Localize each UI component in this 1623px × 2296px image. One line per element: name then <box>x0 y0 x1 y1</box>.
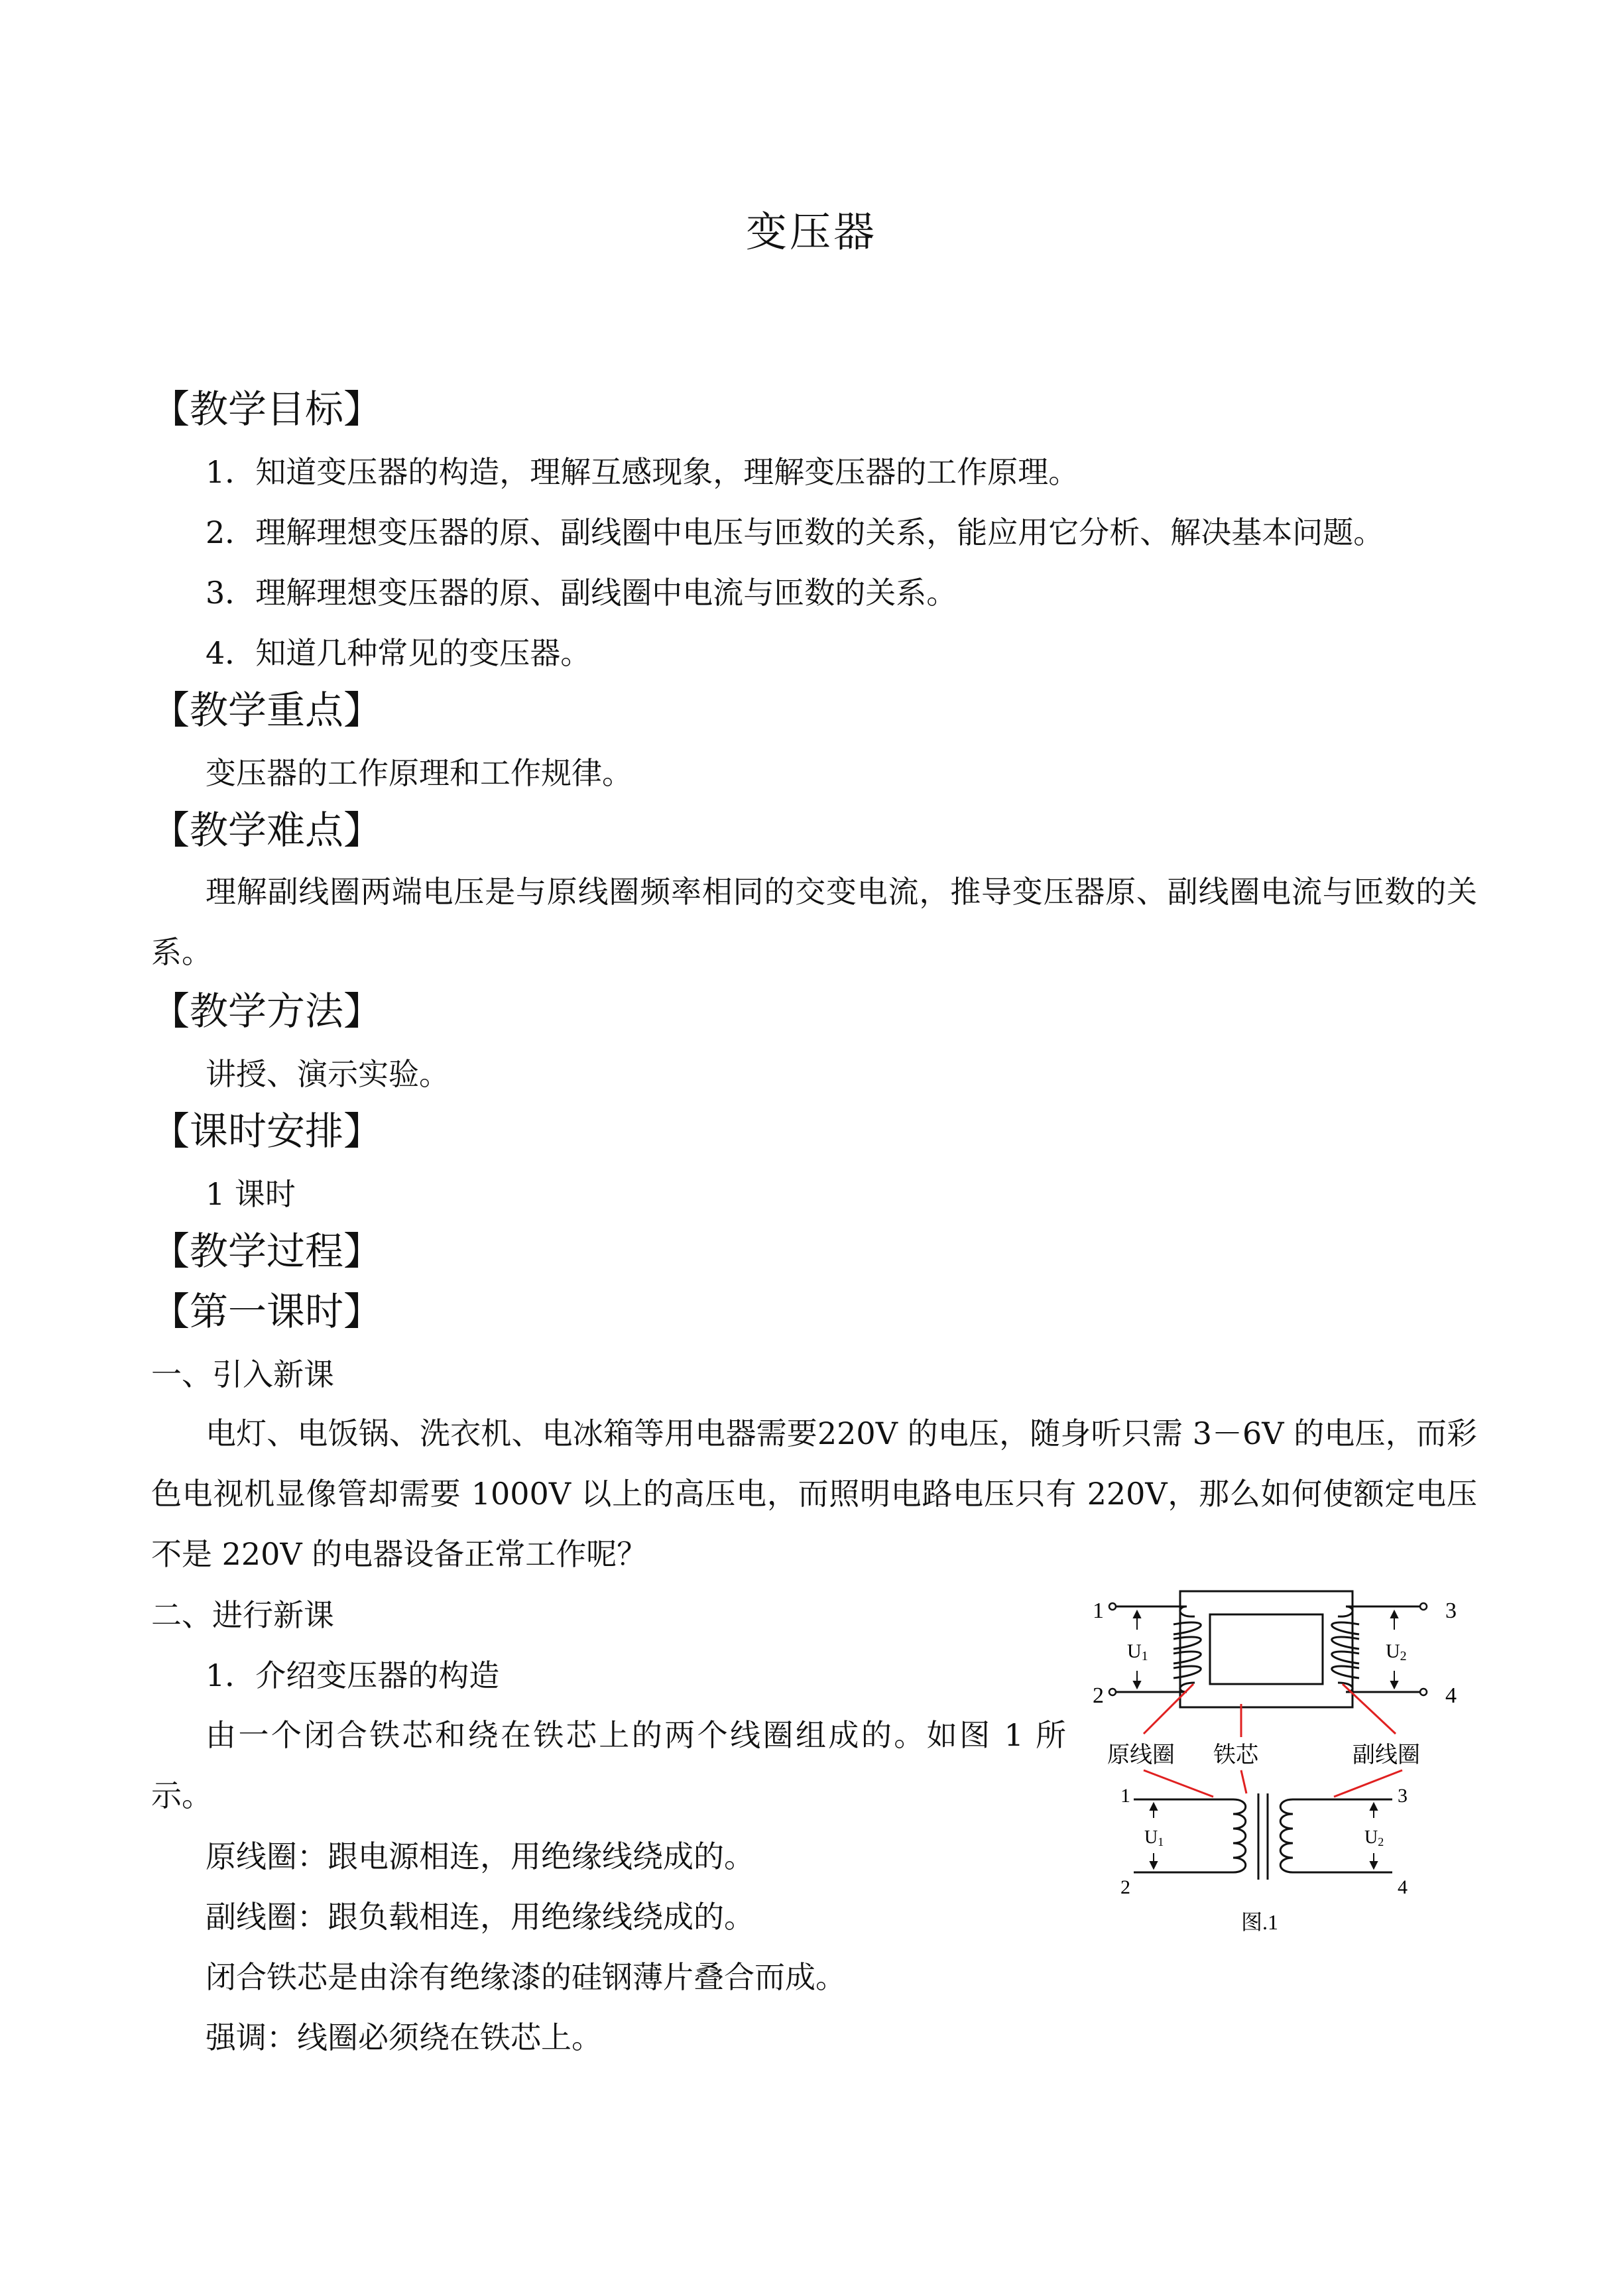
label-primary-coil: 原线圈 <box>1107 1743 1175 1768</box>
terminal-4-label: 4 <box>1445 1683 1457 1708</box>
schematic-arrows <box>1150 1803 1377 1868</box>
schematic-terminal-1: 1 <box>1120 1785 1130 1807</box>
heading-objectives: 【教学目标】 <box>151 387 383 432</box>
heading-schedule: 【课时安排】 <box>151 1109 383 1154</box>
schedule-text: 1 课时 <box>206 1176 296 1212</box>
core-inner <box>1210 1614 1323 1684</box>
u1-label: U1 <box>1127 1640 1148 1663</box>
schematic-symbol <box>1134 1793 1392 1880</box>
heading-process: 【教学过程】 <box>151 1229 383 1274</box>
schematic-terminal-4: 4 <box>1398 1876 1408 1898</box>
u2-label: U2 <box>1386 1640 1407 1663</box>
part2-heading: 二、进行新课 <box>151 1597 334 1633</box>
terminal-2-dot <box>1109 1689 1116 1695</box>
transformer-figure <box>1087 1578 1498 1976</box>
heading-method: 【教学方法】 <box>151 989 383 1034</box>
structure-text: 由一个闭合铁芯和绕在铁芯上的两个线圈组成的。如图 1 所示。 <box>151 1717 1066 1813</box>
heading-lesson1: 【第一课时】 <box>151 1289 383 1334</box>
terminal-3-label: 3 <box>1445 1599 1457 1623</box>
structure-heading: 1．介绍变压器的构造 <box>206 1658 500 1693</box>
part1-text: 电灯、电饭锅、洗衣机、电冰箱等用电器需要220V 的电压，随身听只需 3－6V 的电压，而彩色电视机显像管却需要 1000V 以上的高压电，而照明电路电压只有 220V，那么如何使额定电压不是 220V 的电器设备正常工作呢？ <box>151 1416 1477 1572</box>
terminal-2-label: 2 <box>1093 1683 1104 1708</box>
callout-lines <box>1144 1684 1402 1797</box>
terminal-1-label: 1 <box>1093 1599 1104 1623</box>
terminal-1-dot <box>1109 1603 1116 1610</box>
heading-keypoint: 【教学重点】 <box>151 688 383 733</box>
objective-item-2: 2．理解理想变压器的原、副线圈中电压与匝数的关系，能应用它分析、解决基本问题。 <box>206 514 1384 550</box>
schematic-terminal-3: 3 <box>1398 1785 1408 1807</box>
core-text: 闭合铁芯是由涂有绝缘漆的硅钢薄片叠合而成。 <box>206 1959 846 1995</box>
secondary-winding <box>1332 1606 1422 1692</box>
secondary-coil-text: 副线圈：跟负载相连，用绝缘线绕成的。 <box>206 1899 754 1935</box>
heading-difficulty: 【教学难点】 <box>151 808 383 853</box>
difficulty-text: 理解副线圈两端电压是与原线圈频率相同的交变电流，推导变压器原、副线圈电流与匝数的关系。 <box>151 874 1477 970</box>
primary-coil-text: 原线圈：跟电源相连，用绝缘线绕成的。 <box>206 1839 754 1874</box>
schematic-u1-label: U1 <box>1144 1827 1164 1848</box>
objective-item-1: 1．知道变压器的构造，理解互感现象，理解变压器的工作原理。 <box>206 454 1079 490</box>
figure-caption: 图.1 <box>1241 1910 1279 1934</box>
label-secondary-coil: 副线圈 <box>1352 1743 1420 1768</box>
schematic-terminal-2: 2 <box>1120 1876 1130 1898</box>
objective-item-4: 4．知道几种常见的变压器。 <box>206 635 591 671</box>
part1-heading: 一、引入新课 <box>151 1357 334 1392</box>
keypoint-text: 变压器的工作原理和工作规律。 <box>206 755 632 791</box>
transformer-diagram <box>1087 1578 1498 1976</box>
objective-item-3: 3．理解理想变压器的原、副线圈中电流与匝数的关系。 <box>206 575 957 611</box>
schematic-u2-label: U2 <box>1364 1827 1384 1848</box>
terminal-3-dot <box>1420 1603 1427 1610</box>
emphasis-text: 强调：线圈必须绕在铁芯上。 <box>206 2020 602 2055</box>
core-outer <box>1180 1591 1352 1707</box>
page-title: 变压器 <box>745 208 877 256</box>
label-core: 铁芯 <box>1213 1743 1258 1768</box>
method-text: 讲授、演示实验。 <box>206 1056 450 1092</box>
terminal-4-dot <box>1420 1689 1427 1695</box>
